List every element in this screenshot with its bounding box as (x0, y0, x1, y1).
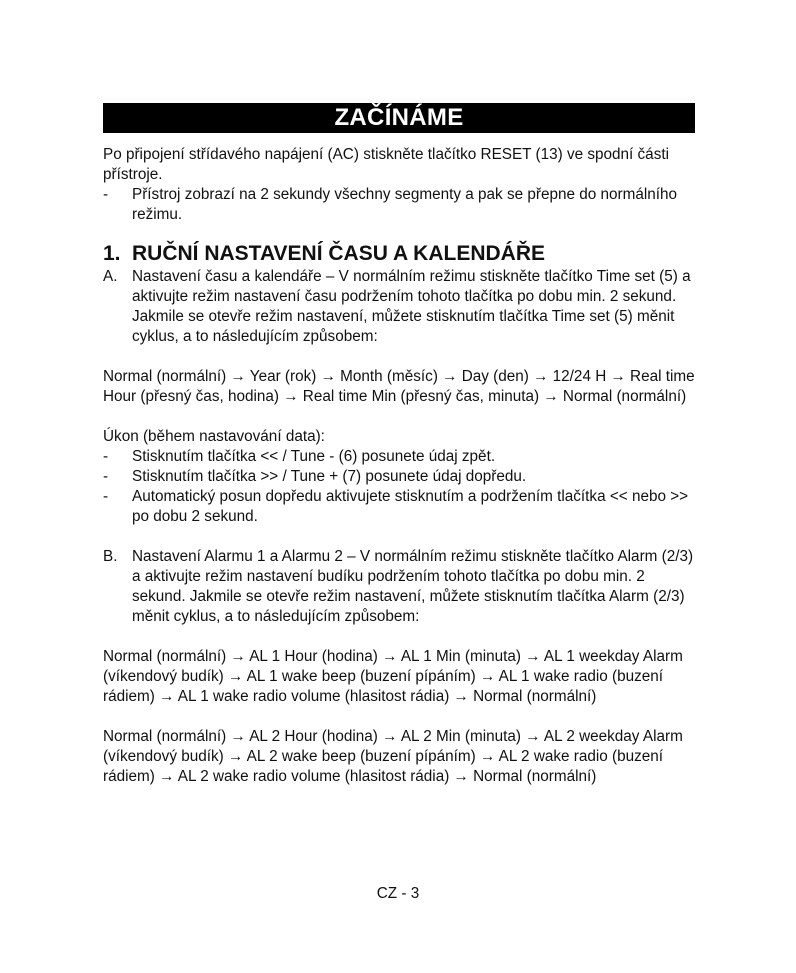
item-a (103, 267, 695, 347)
item-a-text: Nastavení času a kalendáře – V normálním režimu stiskněte tlačítko Time set (5) a aktivujte režim nastavení času podržením tohoto tlačítka po dobu min. 2 sekund. Jakmile se otevře režim nastavení, můžete stisknutím tlačítka Time set (5) měnit cyklus, a to následujícím způsobem: (132, 268, 691, 345)
ukon-bullet (103, 447, 695, 467)
bullet-text: Automatický posun dopředu aktivujete stisknutím a podržením tlačítka << nebo >> po dobu 2 sekund. (132, 488, 689, 525)
item-a-mark: A. (103, 268, 118, 285)
alarm1-cycle-paragraph: Normal (normální) → AL 1 Hour (hodina) → AL 1 Min (minuta) → AL 1 weekday Alarm (víkendový budík) → AL 1 wake beep (buzení pípáním) → AL 1 wake radio (buzení rádiem) → AL 1 wake radio volume (hlasitost rádia) → Normal (normální) (103, 648, 683, 705)
section-number: 1. (103, 242, 121, 265)
bullet-mark: - (103, 468, 109, 485)
bullet-text: Stisknutím tlačítka >> / Tune + (7) posunete údaj dopředu. (132, 468, 527, 485)
ukon-bullet (103, 487, 695, 527)
bullet-text: Stisknutím tlačítka << / Tune - (6) posunete údaj zpět. (132, 448, 496, 465)
bullet-mark: - (103, 448, 109, 465)
section-heading (103, 241, 695, 267)
ukon-bullet (103, 467, 695, 487)
section-title: RUČNÍ NASTAVENÍ ČASU A KALENDÁŘE (132, 242, 546, 265)
page-number: CZ - 3 (376, 885, 420, 902)
document-page (103, 103, 695, 787)
time-cycle-paragraph: Normal (normální) → Year (rok) → Month (měsíc) → Day (den) → 12/24 H → Real time Hour (přesný čas, hodina) → Real time Min (přesný čas, minuta) → Normal (normální) (103, 368, 695, 405)
item-b-mark: B. (103, 548, 118, 565)
bullet-mark: - (103, 186, 109, 203)
alarm2-cycle-paragraph: Normal (normální) → AL 2 Hour (hodina) → AL 2 Min (minuta) → AL 2 weekday Alarm (víkendový budík) → AL 2 wake beep (buzení pípáním) → AL 2 wake radio (buzení rádiem) → AL 2 wake radio volume (hlasitost rádia) → Normal (normální) (103, 728, 683, 785)
section-banner: ZAČÍNÁME (103, 103, 695, 133)
bullet-text: Přístroj zobrazí na 2 sekundy všechny segmenty a pak se přepne do normálního režimu. (132, 186, 678, 223)
intro-paragraph: Po připojení střídavého napájení (AC) stiskněte tlačítko RESET (13) ve spodní části přístroje. (103, 146, 669, 183)
item-b-text: Nastavení Alarmu 1 a Alarmu 2 – V normálním režimu stiskněte tlačítko Alarm (2/3) a aktivujte režim nastavení budíku podržením tohoto tlačítka po dobu min. 2 sekund. Jakmile se otevře režim nastavení, můžete stisknutím tlačítka Alarm (2/3) měnit cyklus, a to následujícím způsobem: (132, 548, 694, 625)
ukon-heading: Úkon (během nastavování data): (103, 428, 325, 445)
bullet-mark: - (103, 488, 109, 505)
item-b (103, 547, 695, 627)
intro-bullet (103, 185, 695, 225)
